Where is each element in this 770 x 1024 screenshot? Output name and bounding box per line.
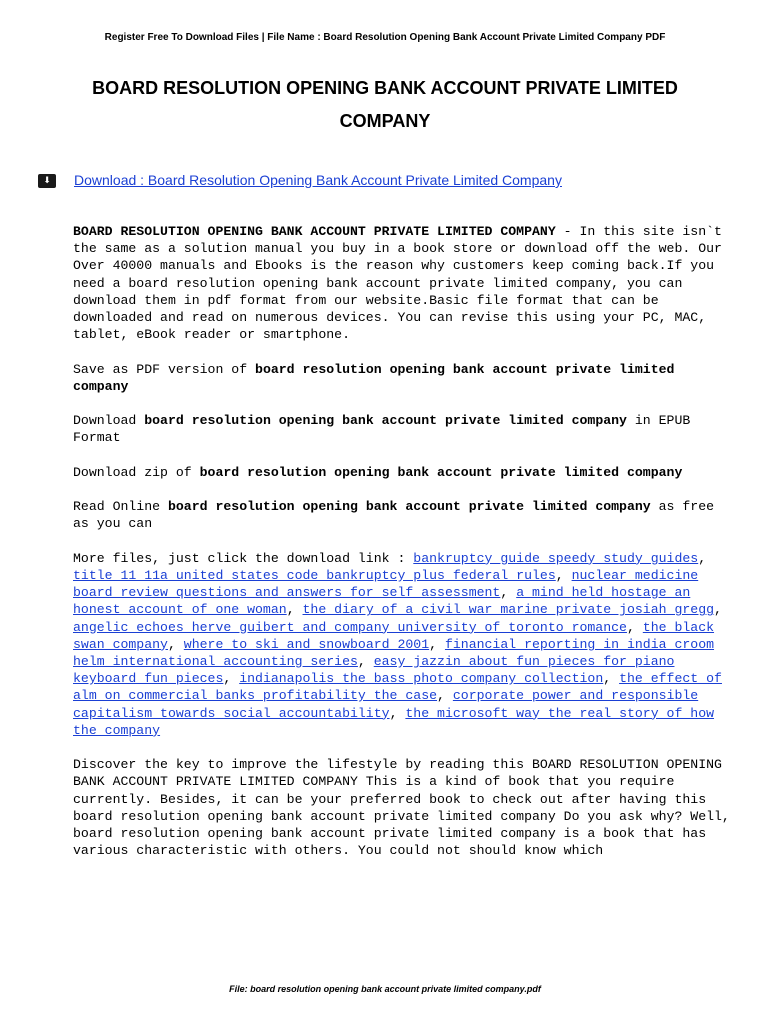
more-files-prefix: More files, just click the download link : xyxy=(73,550,414,566)
related-file-link[interactable]: the diary of a civil war marine private josiah gregg xyxy=(302,602,715,618)
related-file-link[interactable]: the microsoft way the real story of how the company xyxy=(73,705,715,738)
intro-paragraph xyxy=(73,223,733,343)
related-file-link[interactable]: financial reporting in india croom helm international accounting series xyxy=(73,636,715,669)
online-bold: board resolution opening bank account private limited company xyxy=(167,499,651,515)
related-file-link[interactable]: a mind held hostage an honest account of one woman xyxy=(73,585,691,618)
page-header: Register Free To Download Files | File Name : Board Resolution Opening Bank Account Private Limited Company PDF xyxy=(104,32,666,43)
related-file-link[interactable]: corporate power and responsible capitalism towards social accountability xyxy=(73,688,699,721)
related-file-link[interactable]: where to ski and snowboard 2001 xyxy=(183,636,430,652)
epub-suffix: in EPUB Format xyxy=(73,413,691,446)
intro-text: - In this site isn`t the same as a solution manual you buy in a book store or download off the web. Our Over 40000 manuals and Ebooks is the reason why customers keep coming back.If you need a board resolution opening bank account private limited company, you can download them in pdf format from our website.Basic file format that can be downloaded and read on numerous devices. You can revise this using your PC, MAC, tablet, eBook reader or smartphone. xyxy=(73,224,722,343)
page-footer: File: board resolution opening bank account private limited company.pdf xyxy=(229,984,541,994)
related-file-link[interactable]: easy jazzin about fun pieces for piano keyboard fun pieces xyxy=(73,654,675,687)
save-pdf-paragraph xyxy=(73,361,733,395)
save-pdf-bold: board resolution opening bank account private limited company xyxy=(73,361,675,394)
save-pdf-prefix: Save as PDF version of xyxy=(73,361,256,377)
discover-paragraph: Discover the key to improve the lifestyle by reading this BOARD RESOLUTION OPENING BANK ACCOUNT PRIVATE LIMITED COMPANY This is a kind of book that you require currently. Besides, it can be your preferred book to check out after having this board resolution opening bank account private limited company Do you ask why? Well, board resolution opening bank account private limited company is a book that has various characteristic with others. You could not should know which xyxy=(73,757,730,859)
page-title: BOARD RESOLUTION OPENING BANK ACCOUNT PRIVATE LIMITED COMPANY xyxy=(92,78,678,131)
online-prefix: Read Online xyxy=(73,499,168,515)
download-link[interactable]: Download : Board Resolution Opening Bank Account Private Limited Company xyxy=(74,172,562,188)
online-paragraph xyxy=(73,498,733,532)
related-file-link[interactable]: angelic echoes herve guibert and company university of toronto romance xyxy=(73,619,627,635)
more-files-paragraph xyxy=(73,550,733,739)
epub-paragraph xyxy=(73,412,733,446)
related-file-link[interactable]: indianapolis the bass photo company collection xyxy=(239,671,604,687)
intro-bold: BOARD RESOLUTION OPENING BANK ACCOUNT PRIVATE LIMITED COMPANY xyxy=(73,224,556,239)
related-file-link[interactable]: the black swan company xyxy=(73,619,715,652)
related-file-link[interactable]: the effect of alm on commercial banks profitability the case xyxy=(73,671,722,704)
related-file-link[interactable]: bankruptcy guide speedy study guides xyxy=(413,550,699,566)
zip-paragraph xyxy=(73,464,733,481)
epub-bold: board resolution opening bank account private limited company xyxy=(144,413,627,429)
document-body xyxy=(73,223,733,877)
related-file-link[interactable]: nuclear medicine board review questions and answers for self assessment xyxy=(73,567,699,601)
online-suffix: as free as you can xyxy=(73,499,715,532)
zip-prefix: Download zip of xyxy=(73,464,200,480)
more-files-links: bankruptcy guide speedy study guides, title 11 11a united states code bankruptcy plus federal rules, nuclear medicine board review questions and answers for self assessment, a mind held hostage an honest account of one woman, the diary of a civil war marine private josiah gregg, angelic echoes herve guibert and company university of toronto romance, the black swan company, where to ski and snowboard 2001, financial reporting in india croom helm international accounting series, easy jazzin about fun pieces for piano keyboard fun pieces, indianapolis the bass photo company collection, the effect of alm on commercial banks profitability the case, corporate power and responsible capitalism towards social accountability, the microsoft way the real story of how the company xyxy=(73,550,722,738)
download-icon[interactable]: ⬇ xyxy=(38,174,56,188)
related-file-link[interactable]: title 11 11a united states code bankruptcy plus federal rules xyxy=(73,567,556,583)
epub-prefix: Download xyxy=(73,413,145,429)
zip-bold: board resolution opening bank account private limited company xyxy=(199,464,683,480)
